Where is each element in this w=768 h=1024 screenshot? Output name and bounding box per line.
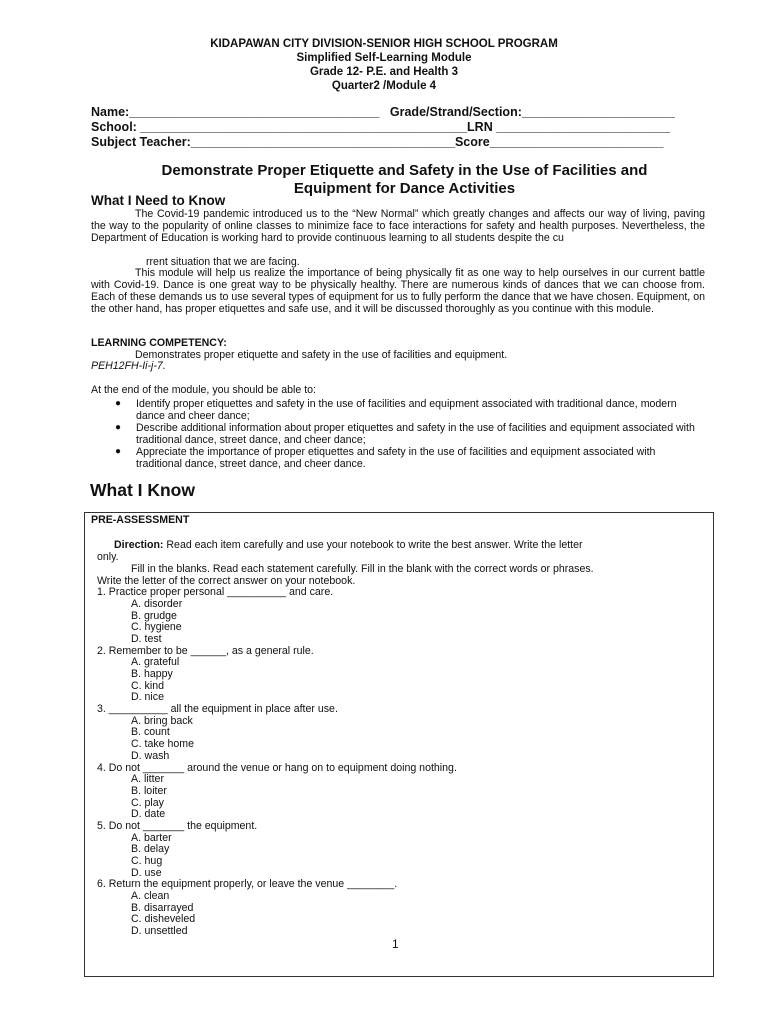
option: D. date — [131, 808, 166, 820]
option: D. test — [131, 633, 162, 645]
option: C. disheveled — [131, 913, 196, 925]
what-i-know-heading: What I Know — [90, 480, 195, 500]
option: A. clean — [131, 890, 170, 902]
school-lrn-row: School: _______________________________________________LRN _________________________ — [91, 120, 671, 134]
question-6: 6. Return the equipment properly, or leave the venue ________. — [97, 878, 398, 890]
pre-assessment-title: PRE-ASSESSMENT — [91, 514, 190, 526]
direction-line: Direction: Read each item carefully and use your notebook to write the best answer. Write the letter — [114, 539, 583, 551]
option: A. barter — [131, 832, 172, 844]
objective-item: ● Describe additional information about proper etiquettes and safety in the use of facilities and equipment associated with traditional dance, street dance, and cheer dance; — [115, 422, 695, 446]
bullet-icon: ● — [115, 446, 122, 457]
option: C. hug — [131, 855, 163, 867]
module-title-line2: Equipment for Dance Activities — [293, 180, 516, 197]
write-letter-instruction: Write the letter of the correct answer on your notebook. — [97, 575, 356, 587]
option: B. count — [131, 726, 170, 738]
bullet-icon: ● — [115, 398, 122, 409]
question-1: 1. Practice proper personal __________ and care. — [97, 586, 334, 598]
option: A. grateful — [131, 656, 180, 668]
module-type: Simplified Self-Learning Module — [296, 52, 472, 64]
grade-subject: Grade 12- P.E. and Health 3 — [309, 66, 459, 78]
intro-paragraph: The Covid-19 pandemic introduced us to the “New Normal” which greatly changes and affects our way of living, paving the way to the popularity of online classes to minimize face to face interactions for safety and health purposes. Nevertheless, the Department of Education is working hard to provide continuous learning to all students despite the cu — [91, 208, 705, 244]
question-2: 2. Remember to be ______, as a general rule. — [97, 645, 314, 657]
quarter-module: Quarter2 /Module 4 — [331, 80, 437, 92]
name-grade-row: Name:____________________________________ Grade/Strand/Section:______________________ — [91, 105, 675, 119]
competency-text: Demonstrates proper etiquette and safety in the use of facilities and equipment. — [135, 349, 508, 361]
option: D. unsettled — [131, 925, 188, 937]
direction-line-continuation: only. — [97, 551, 119, 563]
competency-code: PEH12FH-Ii-j-7. — [91, 360, 166, 372]
bullet-icon: ● — [115, 422, 122, 433]
option: D. nice — [131, 691, 164, 703]
option: B. happy — [131, 668, 173, 680]
option: B. disarrayed — [131, 902, 194, 914]
module-purpose-paragraph: This module will help us realize the importance of being physically fit as one way to help ourselves in our current battle with Covid-19. Dance is one great way to be physically healthy. There are numerous kinds of dances that we can choose from. Each of these demands us to use several types of equipment for us to fully perform the dance that we have chosen. Equipment, on the other hand, has proper etiquettes and safe use, and it will be discussed thoroughly as you continue with this module. — [91, 267, 705, 315]
option: B. loiter — [131, 785, 167, 797]
objective-item: ● Identify proper etiquettes and safety in the use of facilities and equipment associated with traditional dance, modern dance and cheer dance; — [115, 398, 677, 422]
option: C. hygiene — [131, 621, 182, 633]
question-3: 3. __________ all the equipment in place after use. — [97, 703, 338, 715]
option: C. kind — [131, 680, 164, 692]
option: A. bring back — [131, 715, 193, 727]
page-number: 1 — [392, 937, 399, 951]
objectives-intro: At the end of the module, you should be able to: — [91, 384, 316, 396]
option: D. wash — [131, 750, 170, 762]
teacher-score-row: Subject Teacher:______________________________________Score_________________________ — [91, 135, 664, 149]
intro-paragraph-continuation: rrent situation that we are facing. — [146, 256, 300, 268]
question-5: 5. Do not _______ the equipment. — [97, 820, 258, 832]
option: C. play — [131, 797, 164, 809]
option: B. delay — [131, 843, 170, 855]
question-4: 4. Do not _______ around the venue or hang on to equipment doing nothing. — [97, 762, 457, 774]
module-title-line1: Demonstrate Proper Etiquette and Safety in the Use of Facilities and — [161, 162, 648, 179]
division-header: KIDAPAWAN CITY DIVISION-SENIOR HIGH SCHOOL PROGRAM — [210, 38, 558, 50]
competency-heading: LEARNING COMPETENCY: — [91, 337, 227, 349]
option: A. litter — [131, 773, 164, 785]
fill-in-instruction: Fill in the blanks. Read each statement carefully. Fill in the blank with the correct words or phrases. — [131, 563, 594, 575]
option: D. use — [131, 867, 162, 879]
option: A. disorder — [131, 598, 183, 610]
option: C. take home — [131, 738, 195, 750]
option: B. grudge — [131, 610, 177, 622]
section-heading-need-to-know: What I Need to Know — [91, 193, 226, 208]
objective-item: ● Appreciate the importance of proper etiquettes and safety in the use of facilities and equipment associated with traditional dance, street dance, and cheer dance. — [115, 446, 656, 470]
